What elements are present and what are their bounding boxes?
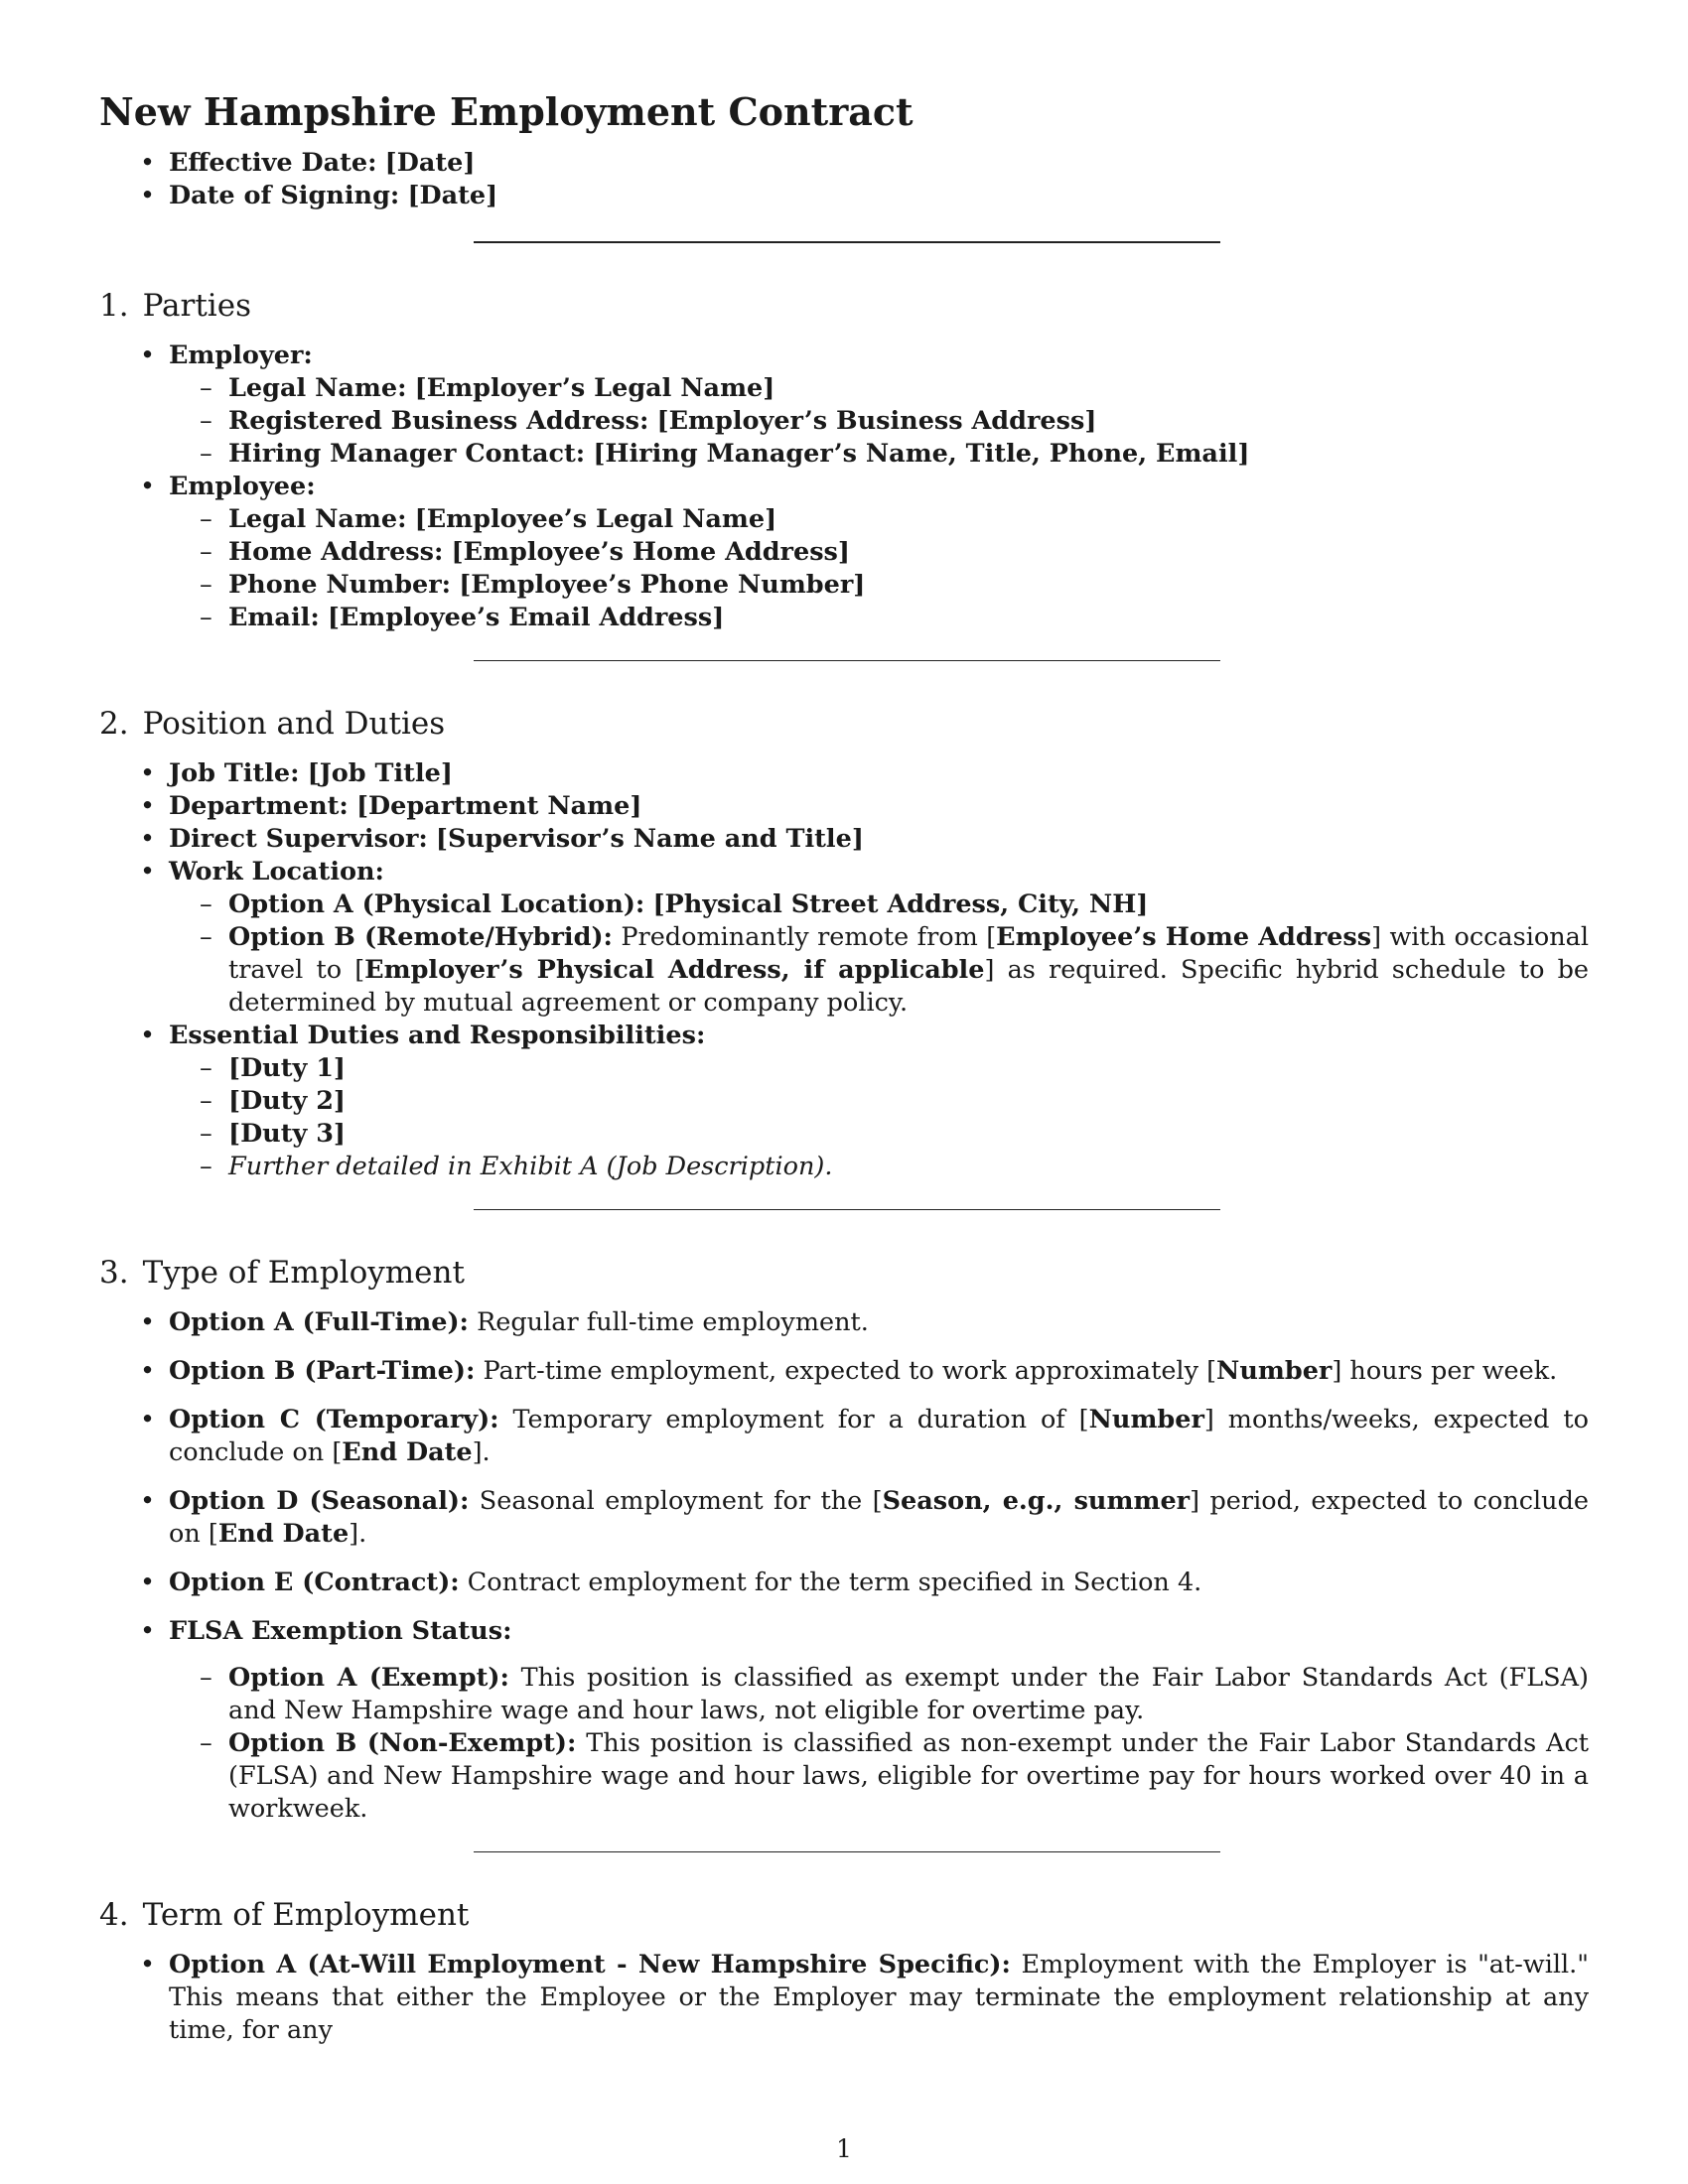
type-option-c: • Option C (Temporary): Temporary employment for a duration of [Number] months/weeks, expected to conclude on [End Date]. xyxy=(99,1404,1589,1469)
employer-business-address: – Registered Business Address: [Employer’s Business Address] xyxy=(169,405,1589,438)
effective-date-item: • Effective Date: [Date] xyxy=(99,147,1589,180)
supervisor-item: • Direct Supervisor: [Supervisor’s Name and Title] xyxy=(99,823,1589,856)
document-content xyxy=(99,87,1589,2047)
department-item: • Department: [Department Name] xyxy=(99,790,1589,823)
employee-home-address: – Home Address: [Employee’s Home Address] xyxy=(169,536,1589,569)
type-option-a: • Option A (Full-Time): Regular full-time employment. xyxy=(99,1306,1589,1339)
work-location-options xyxy=(169,888,1589,1020)
term-option-a: • Option A (At-Will Employment - New Hampshire Specific): Employment with the Employer is "at-will." This means that either the Employee or the Employer may terminate the employment relationship at any time, for any xyxy=(99,1949,1589,2047)
employer-hiring-manager: – Hiring Manager Contact: [Hiring Manager’s Name, Title, Phone, Email] xyxy=(169,438,1589,471)
section-heading-term: 4. Term of Employment xyxy=(99,1897,470,1933)
header-dates-list xyxy=(99,147,1589,212)
type-option-b: • Option B (Part-Time): Part-time employment, expected to work approximately [Number] hours per week. xyxy=(99,1355,1589,1388)
employer-legal-name: – Legal Name: [Employer’s Legal Name] xyxy=(169,372,1589,405)
flsa-option-a: – Option A (Exempt): This position is classified as exempt under the Fair Labor Standards Act (FLSA) and New Hampshire wage and hour laws, not eligible for overtime pay. xyxy=(169,1662,1589,1727)
section-heading-position: 2. Position and Duties xyxy=(99,706,446,742)
position-list xyxy=(99,757,1589,1183)
flsa-options xyxy=(169,1662,1589,1826)
employment-type-list xyxy=(99,1306,1589,1826)
work-location-item: • Work Location: – Option A (Physical Location): [Physical Street Address, City, NH] – Option B (Remote/Hybrid): Predominantly remote from [Employee’s Home Address] with occasional travel to [Employer’s Physical Address, if applicable] as required. Specific hybrid schedule to be determined by mutual agreement or company policy. xyxy=(99,856,1589,1020)
signing-date-item: • Date of Signing: [Date] xyxy=(99,180,1589,212)
parties-list xyxy=(99,340,1589,634)
employee-item: • Employee: – Legal Name: [Employee’s Legal Name] – Home Address: [Employee’s Home Address] – Phone Number: [Employee’s Phone Number] – Email: [Employee’s Email Address] xyxy=(99,471,1589,634)
employee-details xyxy=(169,503,1589,634)
type-option-d: • Option D (Seasonal): Seasonal employment for the [Season, e.g., summer] period, expected to conclude on [End Date]. xyxy=(99,1485,1589,1551)
employee-legal-name: – Legal Name: [Employee’s Legal Name] xyxy=(169,503,1589,536)
work-location-option-b: – Option B (Remote/Hybrid): Predominantly remote from [Employee’s Home Address] with occasional travel to [Employer’s Physical Address, if applicable] as required. Specific hybrid schedule to be determined by mutual agreement or company policy. xyxy=(169,921,1589,1020)
duties-item: • Essential Duties and Responsibilities: – [Duty 1] – [Duty 2] – [Duty 3] – Further detailed in Exhibit A (Job Description). xyxy=(99,1020,1589,1183)
flsa-option-b: – Option B (Non-Exempt): This position is classified as non-exempt under the Fair Labor Standards Act (FLSA) and New Hampshire wage and hour laws, eligible for overtime pay for hours worked over 40 in a workweek. xyxy=(169,1727,1589,1826)
duties-list xyxy=(169,1052,1589,1183)
employer-details xyxy=(169,372,1589,471)
employee-email: – Email: [Employee’s Email Address] xyxy=(169,602,1589,634)
employer-item: • Employer: – Legal Name: [Employer’s Legal Name] – Registered Business Address: [Employer’s Business Address] – Hiring Manager Contact: [Hiring Manager’s Name, Title, Phone, Email] xyxy=(99,340,1589,471)
work-location-option-a: – Option A (Physical Location): [Physical Street Address, City, NH] xyxy=(169,888,1589,921)
section-heading-type: 3. Type of Employment xyxy=(99,1255,465,1291)
duty-3: – [Duty 3] xyxy=(169,1118,1589,1151)
duty-1: – [Duty 1] xyxy=(169,1052,1589,1085)
type-option-e: • Option E (Contract): Contract employment for the term specified in Section 4. xyxy=(99,1567,1589,1599)
flsa-item: • FLSA Exemption Status: – Option A (Exempt): This position is classified as exempt under the Fair Labor Standards Act (FLSA) and New Hampshire wage and hour laws, not eligible for overtime pay. – Option B (Non-Exempt): This position is classified as non-exempt under the Fair Labor Standards Act (FLSA) and New Hampshire wage and hour laws, eligible for overtime pay for hours worked over 40 in a workweek. xyxy=(99,1615,1589,1826)
employee-phone: – Phone Number: [Employee’s Phone Number] xyxy=(169,569,1589,602)
section-heading-parties: 1. Parties xyxy=(99,288,251,324)
term-list xyxy=(99,1949,1589,2047)
job-title-item: • Job Title: [Job Title] xyxy=(99,757,1589,790)
duty-2: – [Duty 2] xyxy=(169,1085,1589,1118)
duties-note: – Further detailed in Exhibit A (Job Description). xyxy=(169,1151,1589,1183)
document-title: New Hampshire Employment Contract xyxy=(99,89,914,134)
page-number: 1 xyxy=(836,2134,852,2163)
